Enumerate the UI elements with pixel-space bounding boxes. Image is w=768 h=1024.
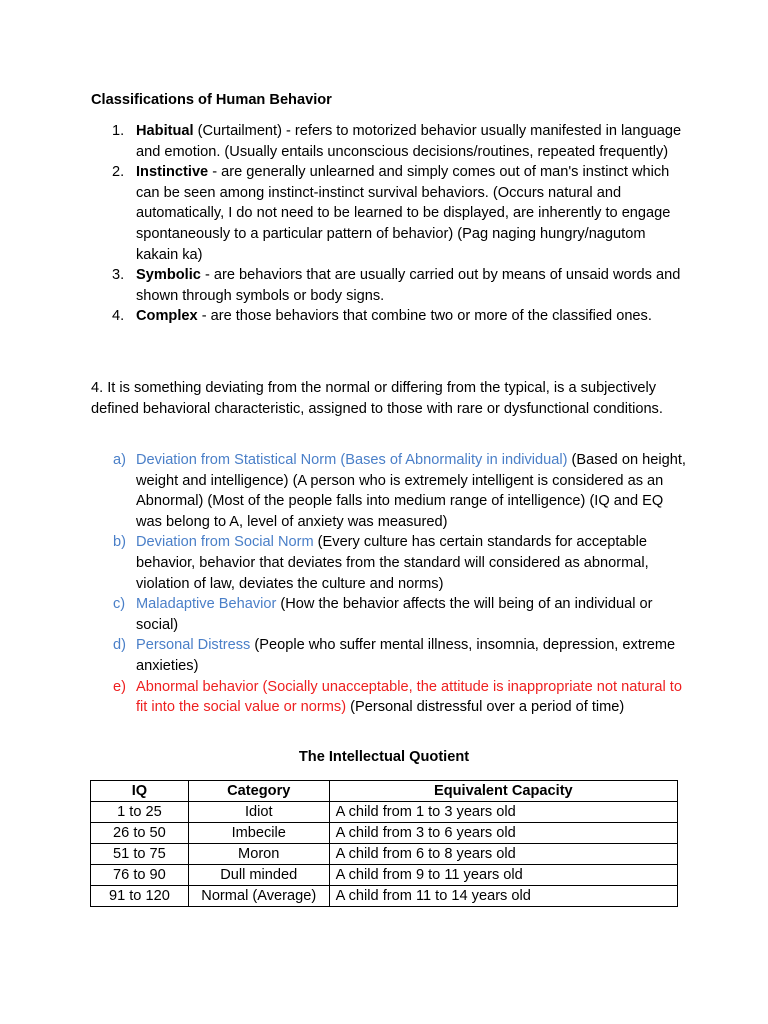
abnormality-list <box>91 450 691 718</box>
criterion-note: (People who suffer mental illness, insomnia, depression, extreme anxieties) <box>136 637 676 674</box>
list-number: 2. <box>112 164 125 181</box>
table-row <box>91 802 678 823</box>
term: Instinctive <box>136 164 209 181</box>
criterion-title: Abnormal behavior (Socially unacceptable, the attitude is inappropriate not natural to fit into the social value or norms) <box>136 678 682 716</box>
description: (Curtailment) - refers to motorized behavior usually manifested in language and emotion. (Usually entails unconscious decisions/routines, repeated frequently) <box>136 123 682 160</box>
list-number: 3. <box>112 267 125 284</box>
iq-range: 91 to 120 <box>91 886 189 907</box>
term: Symbolic <box>136 267 201 284</box>
description: - are those behaviors that combine two or more of the classified ones. <box>197 308 652 325</box>
equivalent-capacity: A child from 1 to 3 years old <box>329 802 677 823</box>
classification-list <box>91 121 691 327</box>
criterion-note: (Personal distressful over a period of time) <box>346 699 625 716</box>
table-row <box>91 823 678 844</box>
table-header-row <box>91 781 678 802</box>
table-title: The Intellectual Quotient <box>298 749 470 765</box>
iq-table <box>90 780 678 907</box>
equivalent-capacity: A child from 3 to 6 years old <box>329 823 677 844</box>
criterion-note: (Based on height, weight and intelligence) (A person who is extremely intelligent is considered as an Abnormal) (Most of the people falls into medium range of intelligence) (IQ and EQ was belong to A, level of anxiety was measured) <box>136 452 686 530</box>
list-item <box>91 677 691 718</box>
description: - are generally unlearned and simply comes out of man's instinct which can be seen among instinct-instinct survival behaviors. (Occurs natural and automatically, I do not need to be learned to be displayed, are inherently to engage spontaneously to a particular pattern of behavior) (Pag naging hungry/nagutom kakain ka) <box>136 164 671 263</box>
list-item <box>91 121 691 162</box>
column-header-category: Category <box>188 781 329 802</box>
iq-range: 76 to 90 <box>91 865 189 886</box>
table-row <box>91 886 678 907</box>
iq-range: 26 to 50 <box>91 823 189 844</box>
list-item <box>91 635 691 676</box>
criterion-note: (How the behavior affects the will being of an individual or social) <box>136 596 653 633</box>
iq-range: 51 to 75 <box>91 844 189 865</box>
list-number: 4. <box>112 308 125 325</box>
list-item <box>91 532 691 594</box>
list-letter: b) <box>113 534 126 551</box>
category: Moron <box>188 844 329 865</box>
criterion-title: Personal Distress <box>136 637 251 654</box>
criterion-note: (Every culture has certain standards for acceptable behavior, behavior that deviates from the standard will considered as abnormal, violation of law, deviates the culture and norms) <box>136 534 649 592</box>
column-header-iq: IQ <box>91 781 189 802</box>
category: Idiot <box>188 802 329 823</box>
term: Complex <box>136 308 198 325</box>
list-letter: d) <box>113 637 126 654</box>
list-item <box>91 450 691 532</box>
list-number: 1. <box>112 123 125 139</box>
list-item <box>91 306 691 327</box>
list-letter: e) <box>113 678 126 695</box>
column-header-capacity: Equivalent Capacity <box>329 781 677 802</box>
list-letter: c) <box>113 596 126 613</box>
equivalent-capacity: A child from 9 to 11 years old <box>329 865 677 886</box>
table-row <box>91 844 678 865</box>
table-row <box>91 865 678 886</box>
term: Habitual <box>136 123 194 139</box>
page-heading: Classifications of Human Behavior <box>91 92 332 108</box>
category: Imbecile <box>188 823 329 844</box>
category: Dull minded <box>188 865 329 886</box>
list-item <box>91 162 691 265</box>
list-letter: a) <box>113 452 126 468</box>
category: Normal (Average) <box>188 886 329 907</box>
criterion-title: Deviation from Social Norm <box>136 534 314 551</box>
criterion-title: Deviation from Statistical Norm (Bases of Abnormality in individual) <box>136 452 568 468</box>
abnormality-definition: 4. It is something deviating from the normal or differing from the typical, is a subjectively defined behavioral characteristic, assigned to those with rare or dysfunctional conditions. <box>91 380 663 417</box>
list-item <box>91 265 691 306</box>
description: - are behaviors that are usually carried out by means of unsaid words and shown through symbols or body signs. <box>136 267 681 304</box>
criterion-title: Maladaptive Behavior <box>136 596 277 613</box>
iq-range: 1 to 25 <box>91 802 189 823</box>
list-item <box>91 594 691 635</box>
equivalent-capacity: A child from 6 to 8 years old <box>329 844 677 865</box>
equivalent-capacity: A child from 11 to 14 years old <box>329 886 677 907</box>
